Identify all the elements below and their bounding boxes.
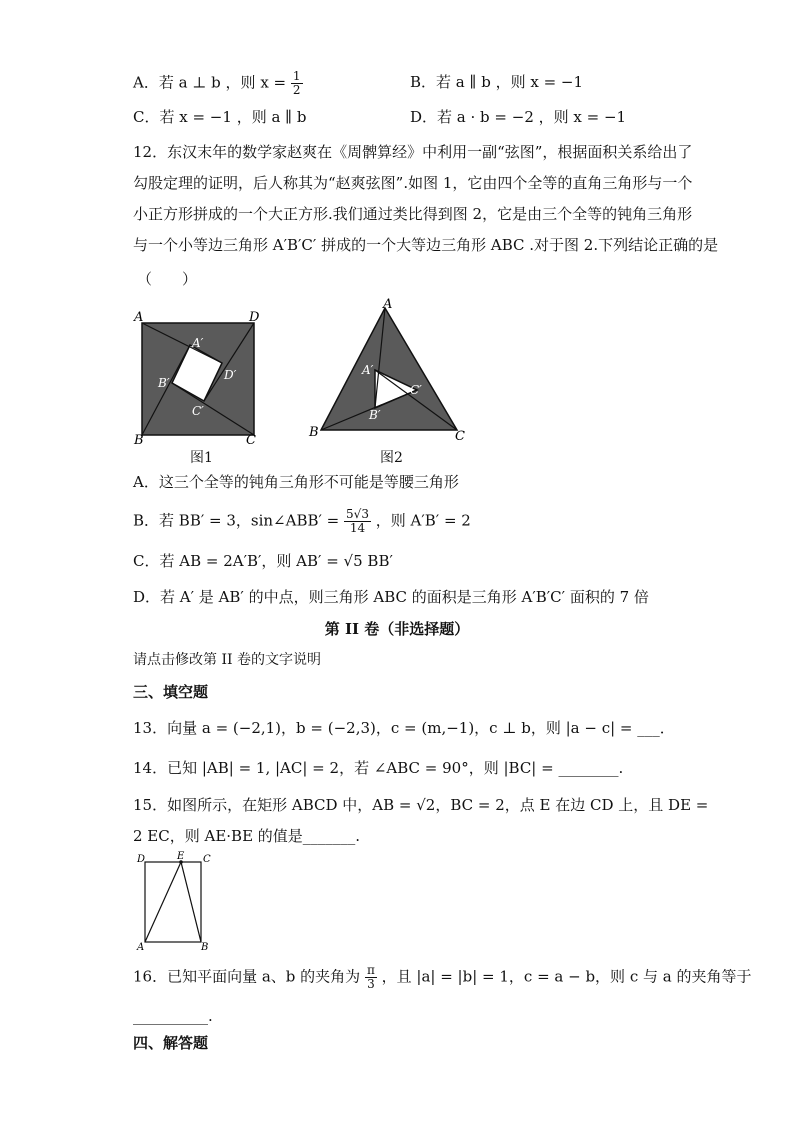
q12-option-a: A．这三个全等的钝角三角形不可能是等腰三角形 xyxy=(133,473,459,491)
label-C-prime: C′ xyxy=(192,404,204,418)
label-B-prime: B′ xyxy=(369,408,381,422)
q13: 13．向量 a = (−2,1)，b = (−2,3)，c = (m,−1)，c ⊥ b，则 |a − c| = ___． xyxy=(133,719,675,737)
segment-AE xyxy=(145,862,181,942)
label-D-prime: D′ xyxy=(224,368,237,382)
label-A: A xyxy=(383,298,393,312)
q11-option-b: B．若 a ∥ b ，则 x = −1 xyxy=(410,73,584,91)
q15-line-1: 15．如图所示，在矩形 ABCD 中，AB = √2，BC = 2，点 E 在边 CD 上，且 DE = xyxy=(133,796,709,814)
label-A-prime: A′ xyxy=(362,363,374,377)
label-B: B xyxy=(201,942,209,952)
q12-option-d: D．若 A′ 是 AB′ 的中点，则三角形 ABC 的面积是三角形 A′B′C′ 面积的 7 倍 xyxy=(133,588,649,606)
q12-line-1: 12．东汉末年的数学家赵爽在《周髀算经》中利用一副“弦图”，根据面积关系给出了 xyxy=(133,143,693,161)
label-B-prime: B′ xyxy=(158,376,170,390)
q12-option-c: C．若 AB = 2A′B′，则 AB′ = √5 BB′ xyxy=(133,552,393,570)
part-2-title: 第 II 卷（非选择题） xyxy=(324,620,470,638)
part-2-note: 请点击修改第 II 卷的文字说明 xyxy=(133,652,321,668)
figure-1-caption: 图1 xyxy=(190,450,213,466)
q12-line-4: 与一个小等边三角形 A′B′C′ 拼成的一个大等边三角形 ABC .对于图 2.下列结论正确的是 xyxy=(133,236,719,254)
label-C: C xyxy=(455,429,465,444)
segment-BE xyxy=(181,862,201,942)
figure-1-zhao-shuang-diagram xyxy=(130,305,270,445)
section-3-heading: 三、填空题 xyxy=(133,683,209,701)
label-B: B xyxy=(309,425,319,440)
label-A: A xyxy=(137,942,145,952)
rectangle xyxy=(145,862,201,942)
figure-2-triangle-diagram xyxy=(305,298,475,446)
label-E: E xyxy=(177,851,185,862)
q14: 14．已知 |AB| = 1, |AC| = 2，若 ∠ABC = 90°，则 |BC| = ________. xyxy=(133,759,624,777)
figure-rectangle-abcd xyxy=(133,850,213,952)
fraction: $\frac{1}{2}$ xyxy=(292,69,301,97)
q12-option-b: B．若 BB′ = 3，sin∠ABB′ = $\frac{5√3}{14}$ ，则 A′B′ = 2 xyxy=(133,507,471,535)
figure-2-caption: 图2 xyxy=(380,450,403,466)
q11-option-a: A．若 a ⊥ b ，则 x = $\frac{1}{2}$ xyxy=(133,69,301,97)
q12-line-2: 勾股定理的证明，后人称其为“赵爽弦图”.如图 1，它由四个全等的直角三角形与一个 xyxy=(133,174,693,192)
q12-line-3: 小正方形拼成的一个大正方形.我们通过类比得到图 2，它是由三个全等的钝角三角形 xyxy=(133,205,693,223)
label-D: D xyxy=(137,854,146,865)
fraction: $\frac{\pi}{3}$ xyxy=(366,963,375,991)
q11-option-d: D．若 a · b = −2 ，则 x = −1 xyxy=(410,108,627,126)
section-4-heading: 四、解答题 xyxy=(133,1034,209,1052)
label-C: C xyxy=(246,433,256,445)
label-D: D xyxy=(249,310,260,325)
label-A-prime: A′ xyxy=(192,336,204,350)
q15-line-2: 2 EC，则 AE·BE 的值是_______. xyxy=(133,827,361,845)
q16: 16．已知平面向量 a、b 的夹角为 $\frac{\pi}{3}$ ，且 |a| = |b| = 1，c = a − b，则 c 与 a 的夹角等于 xyxy=(133,963,752,991)
label-C-prime: C′ xyxy=(410,383,422,397)
outer-triangle xyxy=(321,308,457,430)
label-C: C xyxy=(203,854,211,865)
q12-answer-paren: （ ） xyxy=(137,270,198,288)
label-A: A xyxy=(134,310,144,325)
q16-answer-blank: __________. xyxy=(133,1007,213,1025)
label-B: B xyxy=(134,433,144,445)
q11-option-c: C．若 x = −1 ，则 a ∥ b xyxy=(133,108,307,126)
fraction: $\frac{5√3}{14}$ xyxy=(346,507,369,535)
